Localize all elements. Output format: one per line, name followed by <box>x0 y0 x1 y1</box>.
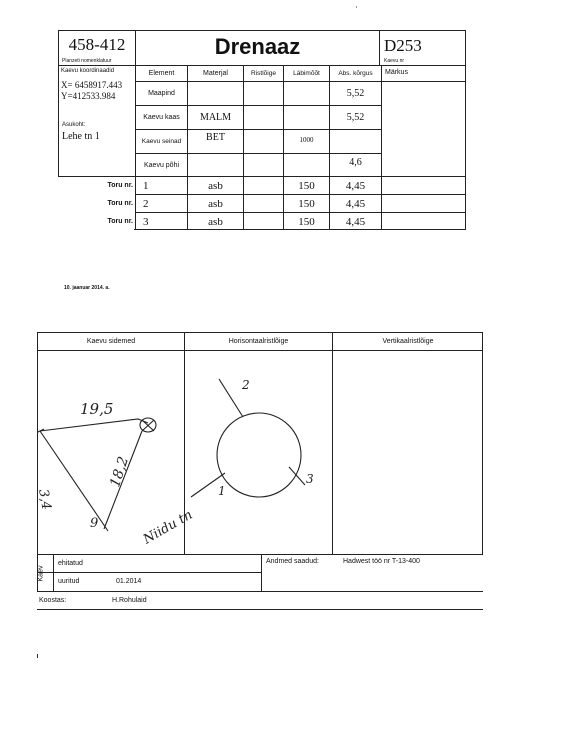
pipe-number: 2 <box>143 197 149 210</box>
dist-top: 19,5 <box>80 400 114 418</box>
row-elevation: 5,52 <box>346 88 365 99</box>
col-material: Materjal <box>203 70 228 77</box>
col-element: Element <box>148 70 175 77</box>
data-from-label: Andmed saadud: <box>266 558 319 565</box>
col-note: Märkus <box>385 68 408 76</box>
row-element: Kaevu kaas <box>143 114 180 121</box>
pipe-elevation: 4,45 <box>345 179 366 192</box>
row-element: Kaevu põhi <box>143 161 180 169</box>
built-label: ehitatud <box>58 560 83 567</box>
scan-speck <box>356 6 357 8</box>
location-label: Asukoht: <box>62 122 86 128</box>
pipe-material: asb <box>208 215 223 228</box>
row-diameter: 1000 <box>299 135 314 144</box>
row-elevation: 5,52 <box>346 112 365 123</box>
pipe-line-2 <box>219 379 243 417</box>
well-circle <box>217 413 301 497</box>
coords-label: Kaevu koordinaadid <box>61 68 115 74</box>
surveyed-label: uuritud <box>58 578 80 585</box>
coord-y: Y=412533.984 <box>61 91 116 101</box>
col-vertical-section: Vertikaalristlõige <box>382 338 434 345</box>
pipe-label: Toru nr. <box>107 218 133 225</box>
col-diameter: Läbimõõt <box>293 70 320 77</box>
pipe-elevation: 4,45 <box>345 197 366 210</box>
pipe-label-2: 2 <box>242 378 250 392</box>
col-connections: Kaevu sidemed <box>86 338 136 345</box>
sketch-line <box>40 419 148 431</box>
pipe-elevation: 4,45 <box>345 215 366 228</box>
sheet-number-label: Planzeti nomenklatuur <box>62 58 112 64</box>
pipe-label: Toru nr. <box>107 182 133 189</box>
pipe-material: asb <box>208 197 223 210</box>
pipe-label: Toru nr. <box>107 200 133 207</box>
col-cross: Ristlõige <box>251 70 276 77</box>
horizontal-section-sketch <box>185 351 332 555</box>
row-element: Maapind <box>148 90 175 97</box>
row-material: MALM <box>199 112 232 123</box>
row-elevation: 4,6 <box>349 156 362 168</box>
sheet-number: 458-412 <box>68 35 126 54</box>
pipe-label-1: 1 <box>218 484 226 498</box>
row-material: BET <box>206 132 225 143</box>
dist-diagonal: 18,2 <box>107 454 133 490</box>
well-number: D253 <box>384 36 422 55</box>
surveyed-value: 01.2014 <box>116 578 142 585</box>
pipe-material: asb <box>208 179 223 192</box>
col-elevation: Abs. kõrgus <box>338 70 373 77</box>
pipe-diameter: 150 <box>298 179 315 192</box>
coord-x: X= 6458917.443 <box>61 80 123 90</box>
dist-bottom: 9 <box>90 516 99 531</box>
pipe-number: 3 <box>143 215 149 228</box>
scan-speck <box>37 654 38 658</box>
dist-left: 3,4 <box>35 488 54 511</box>
date-note: 10. jaanuar 2014. a. <box>64 285 110 291</box>
pipe-diameter: 150 <box>298 215 315 228</box>
pipe-label-3: 3 <box>306 472 314 486</box>
data-from-value: Hadwest töö nr T-13-400 <box>343 558 420 565</box>
well-number-label: Kaevu nr <box>384 58 405 64</box>
compiled-label: Koostas: <box>39 597 67 604</box>
pipe-diameter: 150 <box>298 197 315 210</box>
well-side-label: Kaev <box>37 565 45 582</box>
col-horizontal-section: Horisontaalristlõige <box>228 338 289 345</box>
location-value: Lehe tn 1 <box>62 131 100 142</box>
row-element: Kaevu seinad <box>141 138 182 145</box>
form-title: Drenaaz <box>214 34 301 59</box>
pipe-number: 1 <box>143 179 149 192</box>
well-symbol-hatch <box>142 420 154 431</box>
compiled-value: H.Rohulaid <box>112 597 147 604</box>
street-note: Niidu tn <box>140 507 196 548</box>
